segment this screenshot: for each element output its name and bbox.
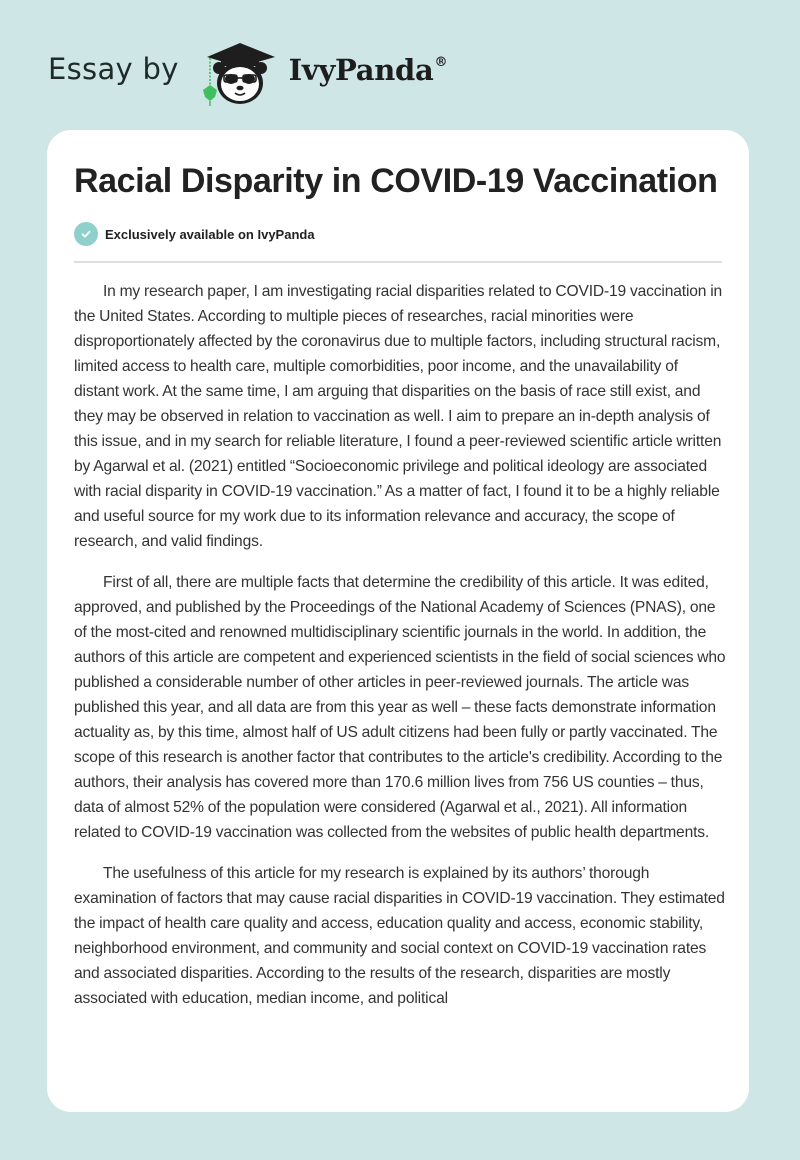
paragraph: In my research paper, I am investigating racial disparities related to COVID-19 vaccination in the United States. According to multiple pieces of researches, racial minorities were disproportionately affected by the coronavirus due to multiple factors, including structural racism, limited access to health care, multiple comorbidities, poor income, and the unavailability of distant work. At the same time, I am arguing that disparities on the basis of race still exist, and they may be observed in relation to vaccination as well. I aim to prepare an in-depth analysis of this issue, and in my search for reliable literature, I found a peer-reviewed scientific article written by Agarwal et al. (2021) entitled “Socioeconomic privilege and political ideology are associated with racial disparity in COVID-19 vaccination.” As a matter of fact, I found it to be a highly reliable and useful source for my work due to its information relevance and accuracy, the scope of research, and valid findings. [74,283,723,550]
exclusive-badge [74,222,315,246]
essay-card [47,130,749,1112]
essay-title: Racial Disparity in COVID-19 Vaccination [74,162,718,200]
divider [74,261,722,263]
paragraph: First of all, there are multiple facts that determine the credibility of this article. It was edited, approved, and published by the Proceedings of the National Academy of Sciences (PNAS), one of the most-cited and renowned multidisciplinary scientific journals in the world. In addition, the authors of this article are competent and experienced scientists in the field of social sciences who published a considerable number of other articles in peer-reviewed journals. The article was published this year, and all data are from this year as well – these facts demonstrate information actuality as, by this time, almost half of US adult citizens had been fully or partly vaccinated. The scope of this research is another factor that contributes to the article's credibility. According to the authors, their analysis has covered more than 170.6 million lives from 756 US counties – thus, data of almost 52% of the population were considered (Agarwal et al., 2021). All information related to COVID-19 vaccination was collected from the websites of public health departments. [74,574,726,841]
brand-name[interactable]: IvyPanda® [288,53,448,87]
paragraph: The usefulness of this article for my research is explained by its authors’ thorough examination of factors that may cause racial disparities in COVID-19 vaccination. They estimated the impact of health care quality and access, education quality and access, economic stability, neighborhood environment, and community and social context on COVID-19 vaccination rates and associated disparities. According to the results of the research, disparities are mostly associated with education, median income, and political [74,865,725,1007]
panda-graduate-logo-icon[interactable] [197,35,283,107]
badge-text: Exclusively available on IvyPanda [105,226,315,242]
site-header [48,36,447,106]
essay-by-label: Essay by [48,52,179,86]
check-circle-icon [74,222,98,246]
essay-body [74,279,726,1027]
